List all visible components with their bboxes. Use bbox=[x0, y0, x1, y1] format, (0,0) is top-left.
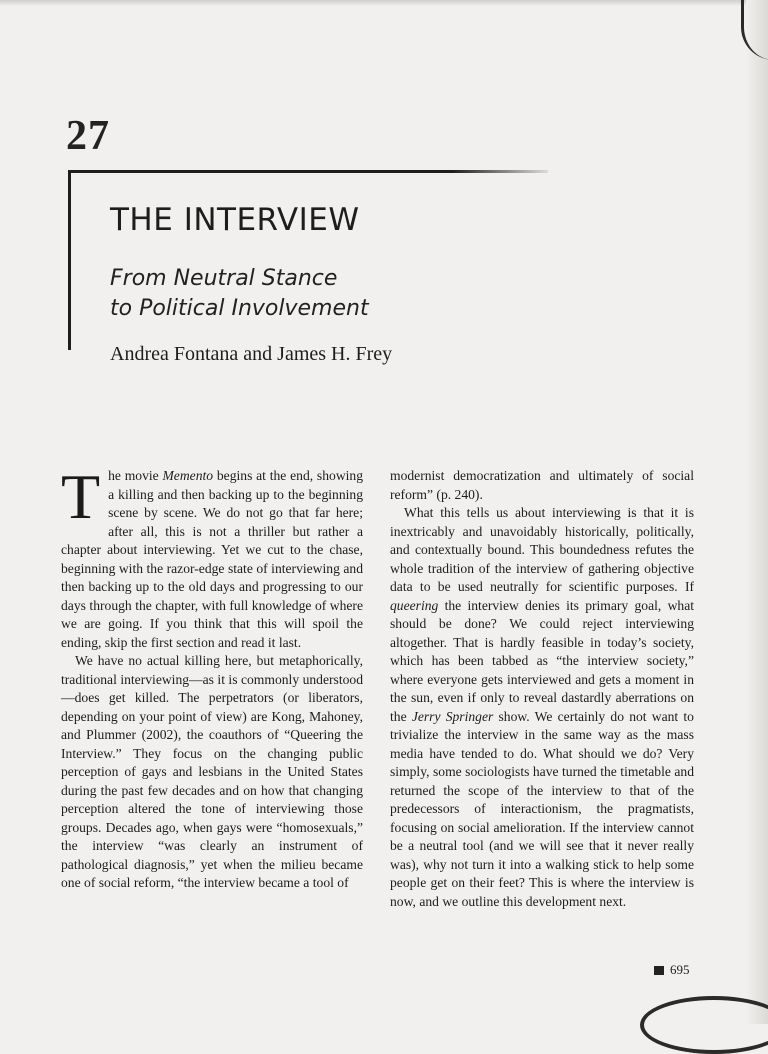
subtitle-line-1: From Neutral Stance bbox=[110, 266, 338, 291]
paragraph-1 bbox=[61, 461, 364, 652]
subtitle-line-2: to Political Involvement bbox=[110, 296, 369, 321]
p1-italic-movie: Memento bbox=[162, 468, 214, 483]
p1-before: he movie bbox=[108, 468, 163, 483]
p4-italic-show: Jerry Springer bbox=[411, 708, 494, 724]
chapter-title: THE INTERVIEW bbox=[110, 202, 360, 238]
paragraph-3: modernist democratization and ultimately of social reform” (p. 240). bbox=[390, 468, 694, 502]
p1-after: begins at the end, showing a killing and then backing up to the beginning scene by scene. We do not go that far here; after all, this is not a thriller but rather a chapter about interviewing. Yet we cut to the chase, beginning with the razor-edge state of interviewing and then backing up to the old days and progressing to our days through the chapter, with full knowledge of where we are going. If you think that this will spoil the ending, skip the first section and read it last. bbox=[61, 468, 364, 650]
right-column bbox=[390, 467, 694, 911]
title-rule-horizontal bbox=[68, 170, 548, 173]
left-column bbox=[61, 461, 364, 893]
p4-part-b: the interview denies its primary goal, what should be done? We could reject interviewing altogether. That is hardly feasible in today’s society, which has been tabbed as “the interview society,” where everyone gets interviewed and gets a moment in the sun, even if only to reveal dastardly aberrations on the bbox=[390, 597, 694, 724]
chapter-number: 27 bbox=[66, 113, 110, 159]
page-number bbox=[654, 962, 690, 978]
page-right-edge bbox=[746, 0, 768, 1024]
drop-cap: T bbox=[61, 461, 101, 532]
page-number-mark-icon bbox=[654, 966, 664, 975]
chapter-subtitle bbox=[110, 264, 369, 324]
p4-part-a: What this tells us about interviewing is that it is inextricably and unavoidably historically, politically, and contextually bound. This boundedness refutes the whole tradition of the interview of gathering objective data to be used neutrally for scientific purposes. If bbox=[390, 505, 694, 594]
paragraph-4 bbox=[390, 504, 694, 911]
paragraph-2: We have no actual killing here, but metaphorically, traditional interviewing—as it is commonly understood—does get killed. The perpetrators (or liberators, depending on your point of view) are Kong, Mahoney, and Plummer (2002), the coauthors of “Queering the Interview.” They focus on the changing public perception of gays and lesbians in the United States during the past few decades and on how that changing perception altered the tone of interviewing those groups. Decades ago, when gays were “homosexuals,” the interview “was clearly an instrument of pathological diagnosis,” yet when the milieu became one of social reform, “the interview became a tool of bbox=[61, 653, 363, 890]
p4-italic-queering: queering bbox=[390, 597, 439, 613]
p4-part-c: show. We certainly do not want to trivialize the interview in the same way as the mass media have tended to do. What should we do? Very simply, some sociologists have turned the timetable and returned the scope of the interview to that of the predecessors of interactionism, the pragmatists, focusing on social amelioration. If the interview cannot be a neutral tool (and we will see that it never really was), why not turn it into a walking stick to help some people get on their feet? This is where the interview is now, and we outline this development next. bbox=[390, 708, 694, 909]
page-number-text: 695 bbox=[670, 962, 690, 977]
page-top-shadow bbox=[0, 0, 768, 6]
page-bottom-curve bbox=[640, 996, 768, 1054]
title-rule-vertical bbox=[68, 170, 71, 350]
chapter-authors: Andrea Fontana and James H. Frey bbox=[110, 343, 393, 365]
